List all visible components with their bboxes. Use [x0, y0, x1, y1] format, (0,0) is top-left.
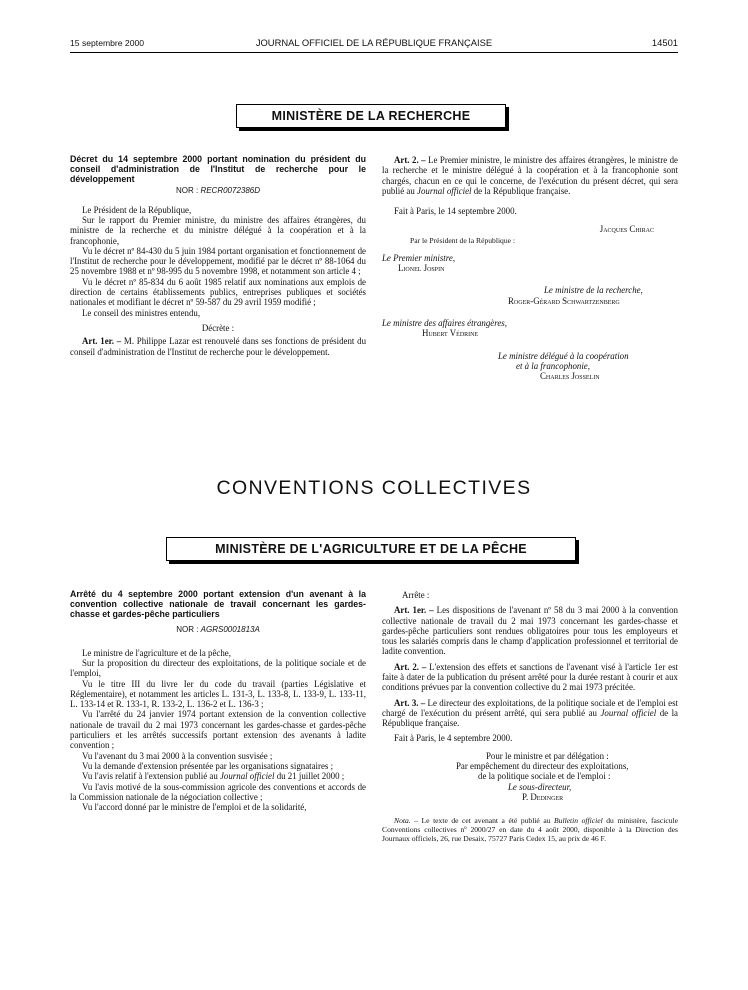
- pm-name: Lionel Jospin: [398, 263, 445, 274]
- arrete-nota: [382, 816, 678, 843]
- ministry-box-agriculture: MINISTÈRE DE L'AGRICULTURE ET DE LA PÊCHE: [166, 537, 576, 561]
- decree-para-3: Vu le décret nº 85-834 du 6 août 1985 relatif aux nominations aux emplois de direction de certains établissements publics, entreprises publiques et sociétés nationales et modifiant le décret nº 59-587 du 29 avril 1959 modifié ;: [70, 276, 366, 308]
- article-1-text: M. Philippe Lazar est renouvelé dans ses fonctions de président du conseil d'administration de l'Institut de recherche pour le développement.: [70, 336, 367, 357]
- article-2-end: de la République française.: [473, 185, 571, 196]
- nota-pre: Le texte de cet avenant a été publié au: [421, 816, 551, 826]
- arrete-article-2: [382, 662, 678, 693]
- arrete-para-7: Vu l'accord donné par le ministre de l'emploi et de la solidarité,: [82, 802, 307, 813]
- article-3-label: Art. 3. –: [394, 697, 426, 708]
- nota-post: du ministère, fascicule Conventions collectives nº 2000/27 en date du 4 août 2000, disponible à la Direction des Journaux officiels, 26, rue Desaix, 75727 Paris Cedex 15, au prix de 46 F.: [382, 816, 679, 844]
- par-le-president: Par le Président de la République :: [410, 235, 516, 245]
- decree-nor: [70, 186, 366, 196]
- sig-line-4: Le sous-directeur,: [508, 781, 572, 792]
- arrete-right-column: [382, 590, 678, 843]
- arrete-article-1: [382, 605, 678, 656]
- ministry-box-recherche: MINISTÈRE DE LA RECHERCHE: [236, 104, 506, 128]
- sig-line-3: de la politique sociale et de l'emploi :: [478, 771, 611, 782]
- nor-label: NOR :: [176, 625, 199, 635]
- article-3-end: de la République française.: [382, 707, 678, 729]
- sig-line-1: Pour le ministre et par délégation :: [486, 750, 609, 761]
- article-1-label: Art. 1er. –: [394, 605, 434, 616]
- arrete-para-3: Vu l'arrêté du 24 janvier 1974 portant extension de la convention collective nationale de travail du 2 mai 1973 concernant les gardes-chasse et gardes-pêche particuliers et les arrêtés successifs portant extension des avenants à ladite convention ;: [70, 709, 366, 751]
- decree-right-column: [382, 155, 678, 381]
- arrete-para-2: Vu le titre III du livre Ier du code du travail (parties Législative et Réglementaire), et notamment les articles L. 131-3, L. 133-8, L. 133-9, L. 133-11, L. 133-14 et R. 133-1, R. 133-2, L. 136-2 et L. 136-3 ;: [70, 678, 366, 710]
- header-page-number: 14501: [651, 37, 678, 48]
- article-3-journal: Journal officiel: [600, 707, 657, 718]
- arrete-para-4: Vu l'avenant du 3 mai 2000 à la convention susvisée ;: [82, 750, 273, 761]
- arrete-fait: Fait à Paris, le 4 septembre 2000.: [394, 732, 513, 743]
- decree-title: Décret du 14 septembre 2000 portant nomination du président du conseil d'administration de l'Institut de recherche pour le développement: [70, 154, 366, 184]
- decree-para-1: Sur le rapport du Premier ministre, du ministre des affaires étrangères, du ministre de la recherche et du ministre délégué à la coopération et à la francophonie,: [70, 214, 366, 246]
- pm-title: Le Premier ministre,: [382, 252, 456, 263]
- ae-name: Hubert Védrine: [422, 328, 479, 339]
- ae-title: Le ministre des affaires étrangères,: [382, 317, 507, 328]
- arrete-para-6: Vu l'avis motivé de la sous-commission agricole des conventions et accords de la Commission nationale de la négociation collective ;: [70, 781, 366, 802]
- avis-post: du 21 juillet 2000 ;: [276, 771, 345, 782]
- nota-label: Nota. –: [394, 816, 418, 826]
- article-2-text: L'extension des effets et sanctions de l'avenant visé à l'article 1er est faite à dater de la publication du présent arrêté pour la durée restant à courir et aux conditions prévues par la convention collective du 2 mai 1973 précitée.: [382, 661, 679, 693]
- header-date: 15 septembre 2000: [70, 38, 145, 48]
- recherche-name: Roger-Gérard Schwartzenberg: [508, 295, 620, 306]
- avis-pre: Vu l'avis relatif à l'extension publié au: [82, 771, 218, 782]
- nor-code: RECR0072386D: [200, 186, 261, 196]
- decree-article-2: [382, 155, 678, 196]
- conventions-collectives-title: CONVENTIONS COLLECTIVES: [216, 477, 532, 499]
- decree-para-2: Vu le décret nº 84-430 du 5 juin 1984 portant organisation et fonctionnement de l'Institut de recherche pour le développement, modifié par le décret nº 88-1064 du 25 novembre 1988 et nº 98-995 du 5 novembre 1998, et notamment son article 4 ;: [70, 245, 366, 277]
- sig-line-2: Par empêchement du directeur des exploitations,: [456, 761, 629, 772]
- arrete-nor: [70, 625, 366, 635]
- decree-decrete: Décrète :: [201, 322, 235, 333]
- article-2-label: Art. 2. –: [394, 155, 426, 165]
- coop-name: Charles Josselin: [540, 371, 600, 382]
- arrete-para-5: Vu la demande d'extension présentée par les organisations signataires ;: [82, 760, 334, 771]
- article-3-text: Le directeur des exploitations, de la politique sociale et de l'emploi est chargé de l'exécution du présent arrêté, qui sera publié au: [382, 697, 679, 718]
- arrete-para-avis: [70, 771, 366, 781]
- coop-title-1: Le ministre délégué à la coopération: [498, 350, 629, 361]
- nor-label: NOR :: [175, 186, 199, 196]
- article-2-label: Art. 2. –: [394, 661, 427, 672]
- decree-article-1: [70, 336, 366, 357]
- arrete-para-0: Le ministre de l'agriculture et de la pêche,: [82, 647, 231, 658]
- president-name: Jacques Chirac: [599, 224, 654, 235]
- arrete-arrete: Arrête :: [402, 590, 430, 600]
- arrete-article-3: [382, 698, 678, 729]
- decree-para-0: Le Président de la République,: [82, 204, 192, 215]
- arrete-title: Arrêté du 4 septembre 2000 portant extension d'un avenant à la convention collective nationale de travail concernant les gardes-chasse et gardes-pêche particuliers: [70, 589, 366, 619]
- article-2-text: Le Premier ministre, le ministre des affaires étrangères, le ministre de la recherche et le ministre délégué à la coopération et à la francophonie sont chargés, chacun en ce qui le concerne, de l'exécution du présent décret, qui sera publié au: [382, 155, 678, 196]
- arrete-left-column: [70, 590, 366, 812]
- article-1-text: Les dispositions de l'avenant nº 58 du 3 mai 2000 à la convention collective nationale de travail du 2 mai 1973 concernant les gardes-chasse et gardes-pêche particuliers sont rendues obligatoires pour tous les employeurs et tous les salariés compris dans le champ d'application professionnel et territorial de ladite convention.: [382, 605, 678, 657]
- sig-line-5: P. Dedinger: [522, 792, 564, 803]
- avis-journal: Journal officiel: [219, 771, 275, 782]
- decree-para-4: Le conseil des ministres entendu,: [82, 307, 201, 318]
- recherche-title: Le ministre de la recherche,: [544, 285, 643, 296]
- decree-left-column: [70, 155, 366, 357]
- nor-code: AGRS0001813A: [200, 625, 260, 635]
- coop-title-2: et à la francophonie,: [516, 360, 590, 371]
- arrete-para-1: Sur la proposition du directeur des exploitations, de la politique sociale et de l'emploi,: [70, 657, 366, 679]
- header-rule: [70, 52, 678, 53]
- article-2-journal: Journal officiel: [417, 185, 472, 196]
- nota-bulletin: Bulletin officiel: [554, 816, 603, 826]
- header-journal-title: JOURNAL OFFICIEL DE LA RÉPUBLIQUE FRANÇAISE: [255, 37, 493, 48]
- decree-fait: Fait à Paris, le 14 septembre 2000.: [394, 206, 517, 217]
- article-1-label: Art. 1er. –: [82, 336, 122, 347]
